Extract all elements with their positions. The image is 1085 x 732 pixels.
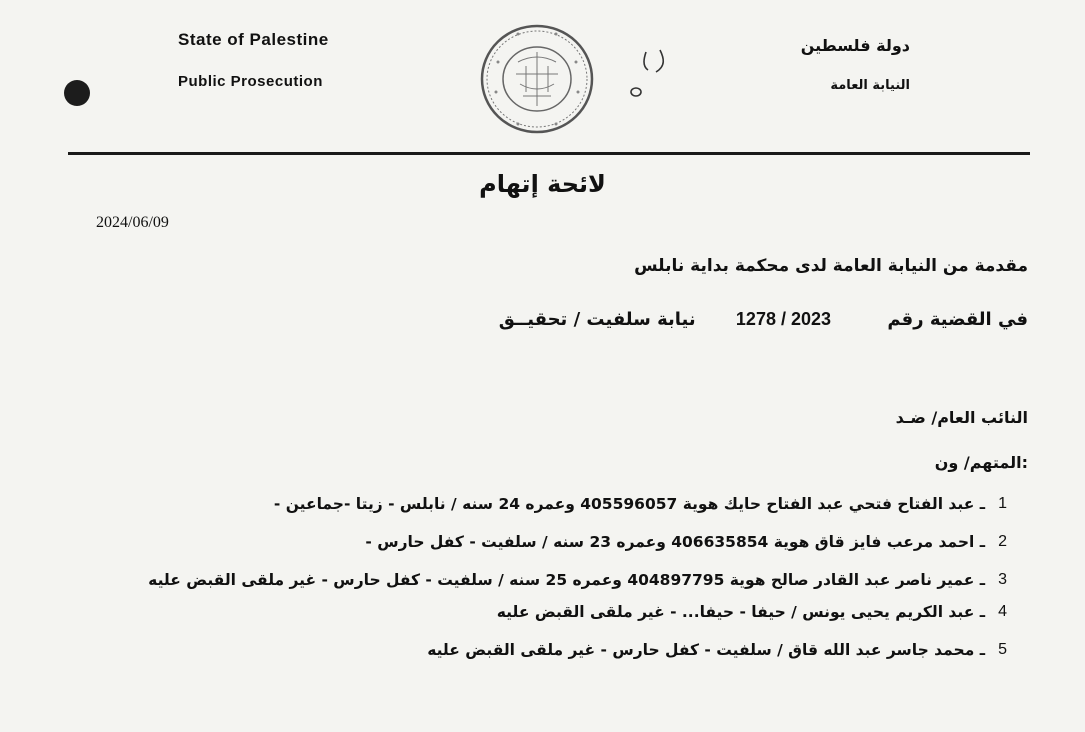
punch-hole xyxy=(64,80,90,106)
case-number: 2023 / 1278 xyxy=(735,309,832,329)
case-line xyxy=(499,309,1028,330)
official-seal-icon xyxy=(478,22,596,136)
document-title: لائحة إتهام xyxy=(479,170,606,198)
defendant-number: 4 xyxy=(998,603,1007,620)
prosecution-name-ar: النيابة العامة xyxy=(830,78,910,93)
defendant-item xyxy=(70,600,1007,624)
defendant-text: ـ عبد الكريم يحيى يونس / حيفا - حيفا... - غير ملقى القبض عليه xyxy=(496,603,985,621)
defendant-text: ـ احمد مرعب فايز قاق هوية 406635854 وعمره 23 سنه / سلفيت - كفل حارس - xyxy=(365,533,985,551)
defendant-item xyxy=(70,638,1007,662)
defendants-list xyxy=(70,492,1007,676)
defendant-text: ـ عمير ناصر عبد القادر صالح هوية 404897795 وعمره 25 سنه / سلفيت - كفل حارس - غير ملقى القبض عليه xyxy=(148,571,985,589)
case-label: في القضية رقم xyxy=(887,309,1028,330)
defendant-number: 3 xyxy=(998,571,1007,588)
defendant-number: 5 xyxy=(998,641,1007,658)
defendant-number: 2 xyxy=(998,533,1007,550)
defendant-number: 1 xyxy=(998,495,1007,512)
prosecution-name-en: Public Prosecution xyxy=(178,73,323,90)
plaintiff-line: النائب العام/ ضـد xyxy=(895,408,1028,427)
defendant-item xyxy=(70,568,1007,592)
defendant-text: ـ محمد جاسر عبد الله قاق / سلفيت - كفل حارس - غير ملقى القبض عليه xyxy=(427,641,985,659)
court-intro: مقدمة من النيابة العامة لدى محكمة بداية نابلس xyxy=(634,256,1028,276)
document-date: 2024/06/09 xyxy=(96,214,169,231)
state-name-ar: دولة فلسطين xyxy=(800,36,910,55)
accused-label: :المتهم/ ون xyxy=(934,453,1028,472)
state-name-en: State of Palestine xyxy=(178,30,329,49)
signature-mark xyxy=(620,42,680,102)
case-office: نيابة سلفيت / تحقيــق xyxy=(498,309,696,330)
defendant-item xyxy=(70,530,1007,554)
defendant-text: ـ عبد الفتاح فتحي عبد الفتاح حايك هوية 405596057 وعمره 24 سنه / نابلس - زيتا -جماعين - xyxy=(273,495,985,513)
defendant-item xyxy=(70,492,1007,516)
header-divider xyxy=(68,152,1030,155)
